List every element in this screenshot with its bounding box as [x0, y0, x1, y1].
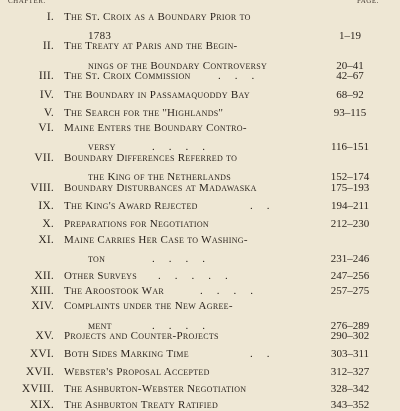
- chapter-title: The Ashburton Treaty Ratified: [64, 399, 219, 411]
- leader-dots: .....: [158, 270, 242, 282]
- chapter-number: XII.: [34, 270, 54, 282]
- page-range: 328–342: [330, 383, 370, 395]
- page-range: 212–230: [330, 218, 370, 230]
- chapter-title: Preparations for Negotiation: [64, 218, 210, 230]
- leader-dots: ...: [218, 70, 269, 82]
- chapter-number: V.: [43, 107, 54, 119]
- leader-dots: ....: [152, 141, 219, 153]
- leader-dots: ..: [250, 348, 284, 360]
- chapter-number: XVIII.: [21, 383, 54, 395]
- chapter-title-continued: the King of the Netherlands: [88, 171, 231, 183]
- page-range: 152–174: [330, 171, 370, 183]
- page-range: 247–256: [330, 270, 370, 282]
- page-range: 312–327: [330, 366, 370, 378]
- chapter-number: III.: [38, 70, 54, 82]
- leader-dots: ....: [152, 320, 219, 332]
- chapter-number: XVII.: [25, 366, 54, 378]
- chapter-title-continued: 1783: [88, 30, 112, 42]
- chapter-title: Webster's Proposal Accepted: [64, 366, 210, 378]
- page-range: 257–275: [330, 285, 370, 297]
- page-range: 68–92: [336, 89, 364, 101]
- chapter-number: X.: [42, 218, 54, 230]
- chapter-title: Other Surveys: [64, 270, 137, 282]
- chapter-title: The St. Croix Commission: [64, 70, 191, 82]
- chapter-title: Boundary Disturbances at Madawaska: [64, 182, 257, 194]
- chapter-title-continued: ton: [88, 253, 106, 265]
- chapter-title: Projects and Counter-Projects: [64, 330, 219, 342]
- chapter-number: VIII.: [30, 182, 54, 194]
- chapter-number: XIII.: [30, 285, 54, 297]
- page-range: 1–19: [339, 30, 361, 42]
- chapter-title: Both Sides Marking Time: [64, 348, 189, 360]
- page-range: 276–289: [330, 320, 370, 332]
- chapter-number: XVI.: [29, 348, 54, 360]
- chapter-title: The Ashburton-Webster Negotiation: [64, 383, 247, 395]
- page-range: 20–41: [336, 60, 364, 72]
- chapter-title: The Search for the ''Highlands'': [64, 107, 224, 119]
- chapter-title: Maine Enters the Boundary Contro-: [64, 122, 247, 134]
- chapter-title: The Boundary in Passamaquoddy Bay: [64, 89, 250, 101]
- page-range: 231–246: [330, 253, 370, 265]
- chapter-number: XI.: [38, 234, 54, 246]
- page-column-header: PAGE.: [357, 0, 379, 5]
- chapter-title: The St. Croix as a Boundary Prior to: [64, 11, 251, 23]
- leader-dots: ....: [200, 285, 267, 297]
- chapter-title-continued: versy: [88, 141, 116, 153]
- chapter-number: I.: [46, 11, 54, 23]
- chapter-number: IX.: [38, 200, 54, 212]
- chapter-number: XIX.: [29, 399, 54, 411]
- page-range: 343–352: [330, 399, 370, 411]
- chapter-number: VI.: [38, 122, 54, 134]
- page-range: 194–211: [330, 200, 370, 212]
- chapter-number: VII.: [34, 152, 54, 164]
- chapter-title-continued: nings of the Boundary Controversy: [88, 60, 268, 72]
- page-range: 303–311: [330, 348, 370, 360]
- page-range: 93–115: [333, 107, 367, 119]
- chapter-number: IV.: [39, 89, 54, 101]
- chapter-title-continued: ment: [88, 320, 112, 332]
- chapter-title: Maine Carries Her Case to Washing-: [64, 234, 248, 246]
- page-range: 42–67: [336, 70, 364, 82]
- chapter-title: Boundary Differences Referred to: [64, 152, 238, 164]
- page-range: 175–193: [330, 182, 370, 194]
- chapter-title: Complaints under the New Agree-: [64, 300, 233, 312]
- chapter-number: XIV.: [31, 300, 54, 312]
- chapter-title: The King's Award Rejected: [64, 200, 198, 212]
- page-range: 116–151: [330, 141, 370, 153]
- leader-dots: ..: [250, 200, 284, 212]
- leader-dots: ....: [152, 253, 219, 265]
- chapter-number: XV.: [35, 330, 54, 342]
- chapter-column-header: CHAPTER.: [8, 0, 46, 5]
- chapter-title: The Treaty at Paris and the Begin-: [64, 40, 238, 52]
- chapter-title: The Aroostook War: [64, 285, 165, 297]
- page-range: 290–302: [330, 330, 370, 342]
- chapter-number: II.: [42, 40, 54, 52]
